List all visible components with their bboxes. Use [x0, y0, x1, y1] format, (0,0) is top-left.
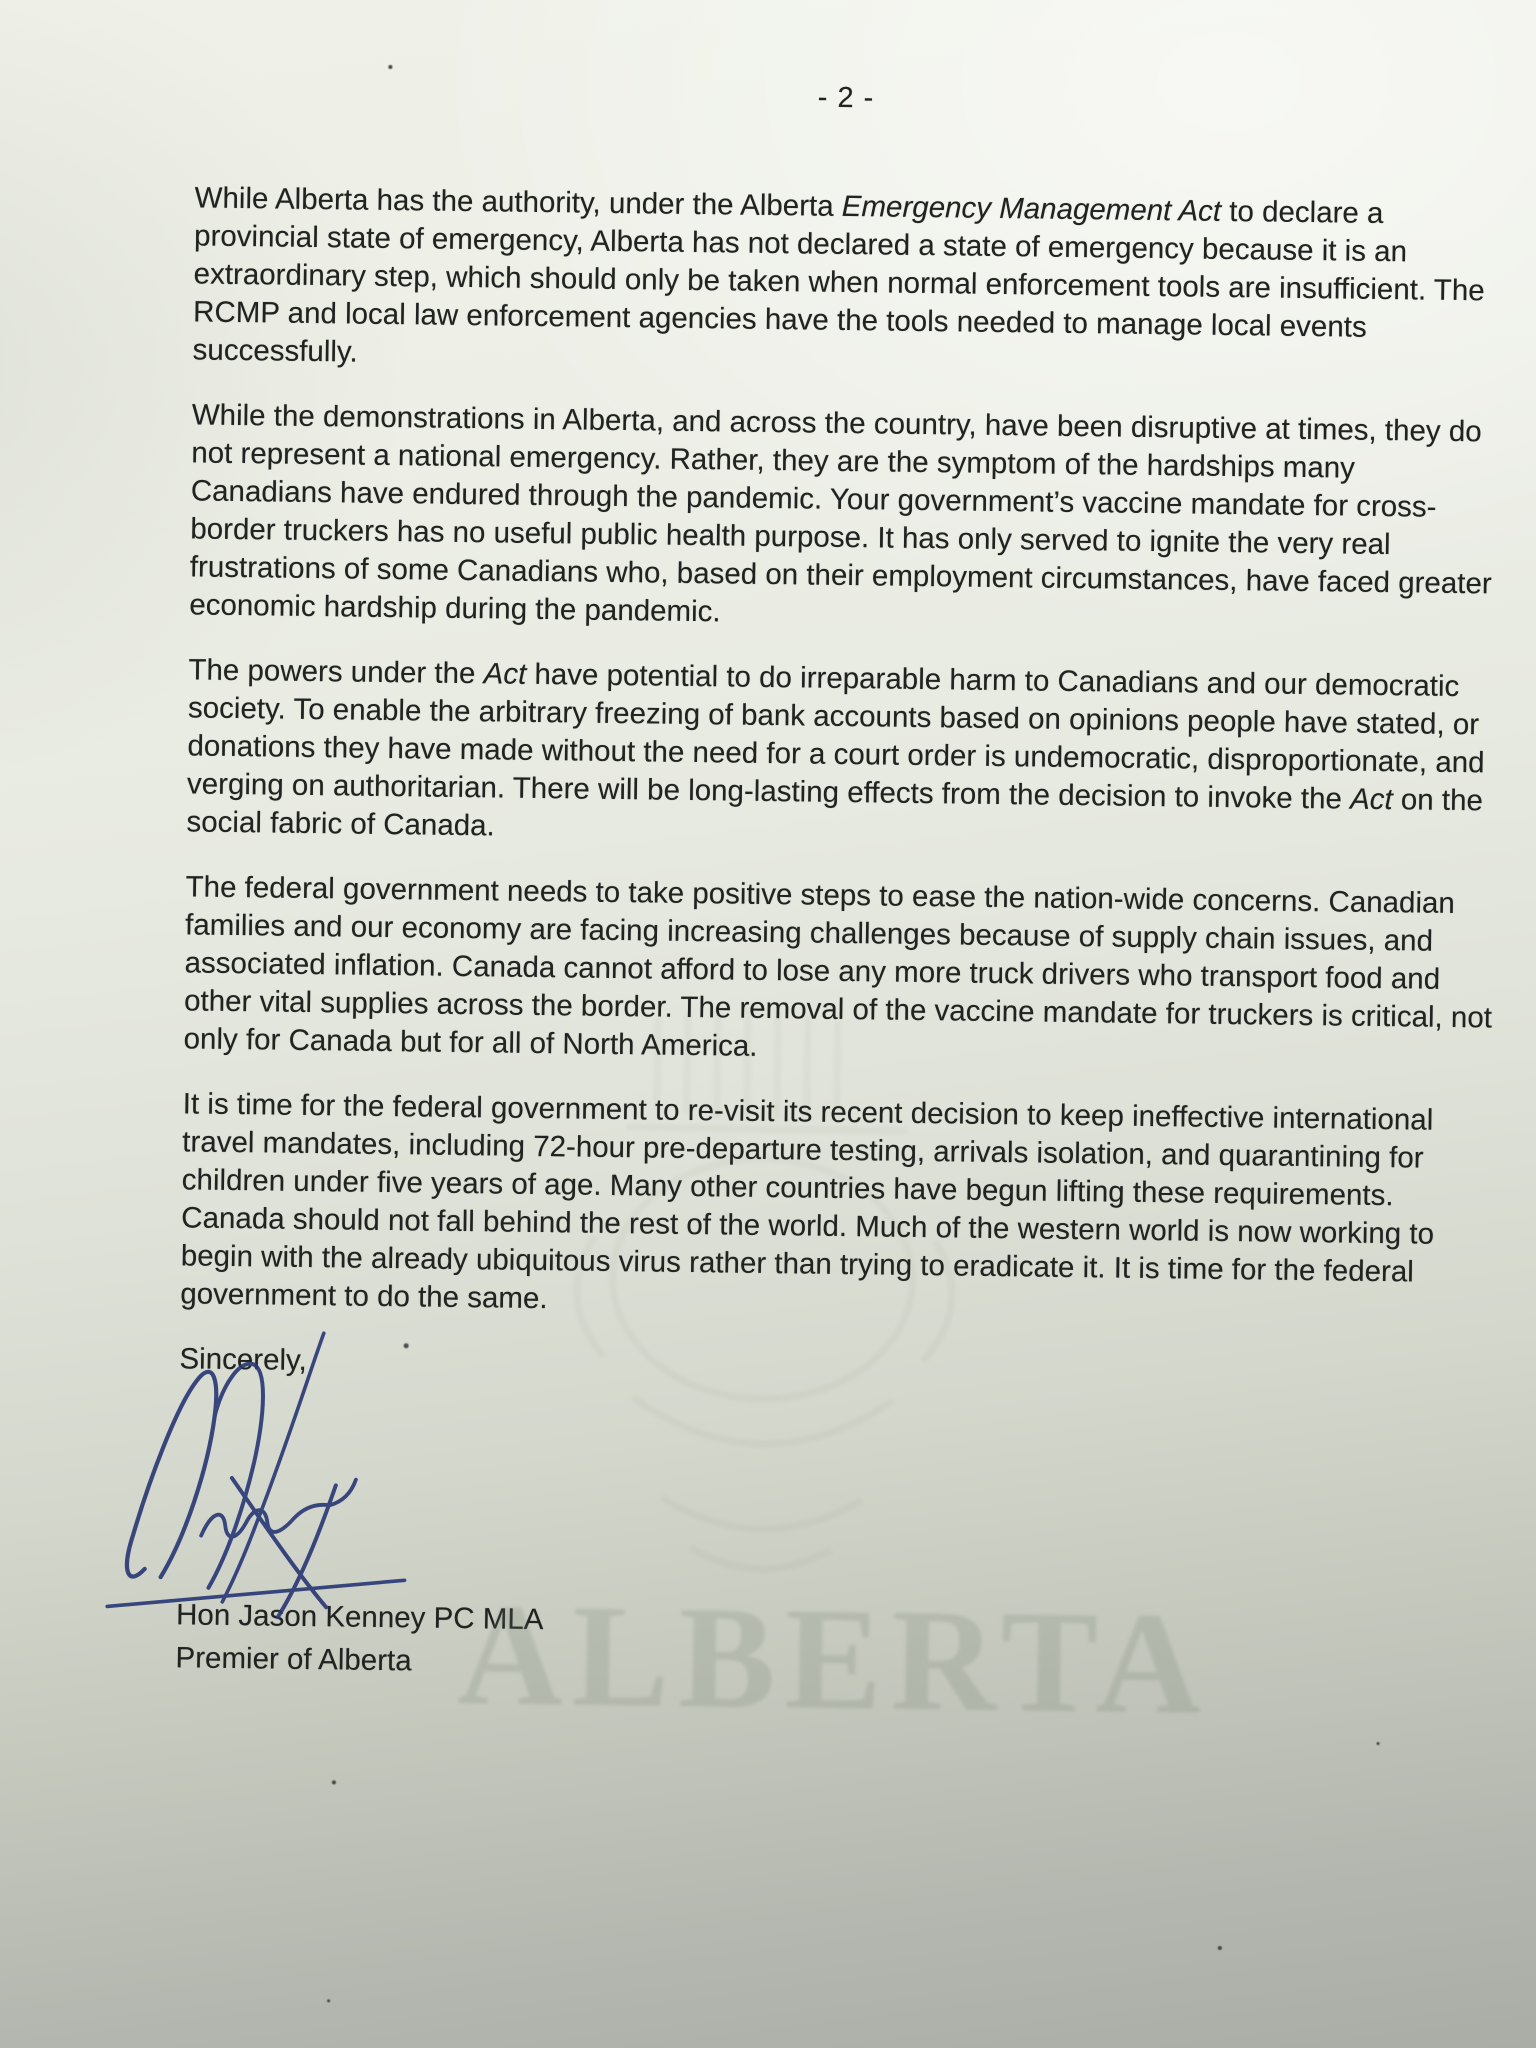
page-number: - 2 - — [817, 81, 875, 115]
letter-paragraph: The federal government needs to take positive steps to ease the nation-wide concerns. Canadian families and our economy are facing increasing challenges because of supply chain issues, and associated inflation. Canada cannot afford to lose any more truck drivers who transport food and other vital supplies across the border. The removal of the vaccine mandate for truckers is critical, not only for Canada but for all of North America. — [183, 870, 1493, 1063]
paper-speck — [332, 1780, 336, 1784]
letter-paragraph: It is time for the federal government to re-visit its recent decision to keep ineffective international travel mandates, including 72-hour pre-departure testing, arrivals isolation, and quarantining for children under five years of age. Many other countries have begun lifting these requirements. Canada should not fall behind the rest of the world. Much of the western world is now working to begin with the already ubiquitous virus rather than trying to eradicate it. It is time for the federal government to do the same. — [180, 1087, 1435, 1316]
paper-speck — [327, 1999, 330, 2002]
closing-text: Sincerely, — [179, 1342, 308, 1377]
signer-name: Hon Jason Kenney PC MLA — [175, 1598, 544, 1637]
paper-speck — [1218, 1946, 1222, 1950]
letter-paragraph: The powers under the Act have potential to do irreparable harm to Canadians and our democratic society. To enable the arbitrary freezing of bank accounts based on opinions people have stated, or donations they have made without the need for a court order is undemocratic, disproportionate, and verging on authoritarian. There will be long-lasting effects from the decision to invoke the Act on the social fabric of Canada. — [186, 653, 1485, 843]
paper-speck — [1377, 1742, 1380, 1745]
letter-paragraph: While the demonstrations in Alberta, and across the country, have been disruptive at times, they do not represent a national emergency. Rather, they are the symptom of the hardships many Canadians have endured through the pandemic. Your government’s vaccine mandate for cross-border truckers has no useful public health purpose. It has only served to ignite the very real frustrations of some Canadians who, based on their employment circumstances, have faced greater economic hardship during the pandemic. — [189, 398, 1492, 629]
signature-scribble — [82, 1326, 436, 1636]
alberta-watermark: ALBERTA — [456, 1573, 1212, 1745]
paper-speck — [388, 65, 392, 69]
signer-title: Premier of Alberta — [175, 1641, 412, 1678]
letter-paragraph: While Alberta has the authority, under the Alberta Emergency Management Act to declare a provincial state of emergency, Alberta has not declared a state of emergency because it is an extraordinary step, which should only be taken when normal enforcement tools are insufficient. The RCMP and local law enforcement agencies have the tools needed to manage local events successfully. — [192, 181, 1485, 369]
